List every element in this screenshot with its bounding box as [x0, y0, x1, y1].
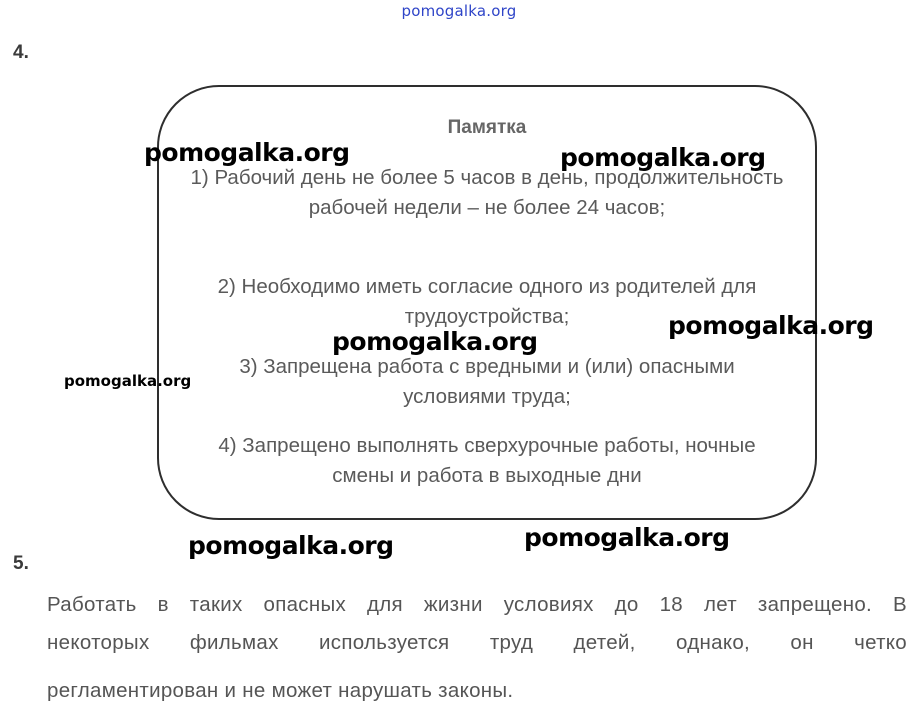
watermark: pomogalka.org [668, 311, 874, 340]
watermark: pomogalka.org [144, 138, 350, 167]
watermark-small: pomogalka.org [64, 372, 192, 390]
memo-item-1: 1) Рабочий день не более 5 часов в день, продолжительность рабочей недели – не более 24 часов; [190, 166, 784, 219]
task-5-number: 5. [13, 553, 29, 574]
task-4-number: 4. [13, 42, 29, 63]
memo-item-4: 4) Запрещено выполнять сверхурочные работы, ночные смены и работа в выходные дни [218, 434, 756, 487]
header-watermark: pomogalka.org [401, 2, 517, 20]
memo-item-2: 2) Необходимо иметь согласие одного из родителей для трудоустройства; [217, 275, 757, 328]
watermark: pomogalka.org [560, 143, 766, 172]
watermark: pomogalka.org [524, 523, 730, 552]
watermark: pomogalka.org [188, 531, 394, 560]
watermark: pomogalka.org [332, 327, 538, 356]
answer-line-2: некоторых фильмах используется труд детей, однако, он четко [47, 631, 907, 654]
answer-line-3: регламентирован и не может нарушать законы. [47, 679, 514, 702]
memo-title: Памятка [447, 117, 527, 138]
memo-item-3: 3) Запрещена работа с вредными и (или) опасными условиями труда; [239, 355, 735, 408]
answer-line-1: Работать в таких опасных для жизни условиях до 18 лет запрещено. В [47, 593, 907, 616]
